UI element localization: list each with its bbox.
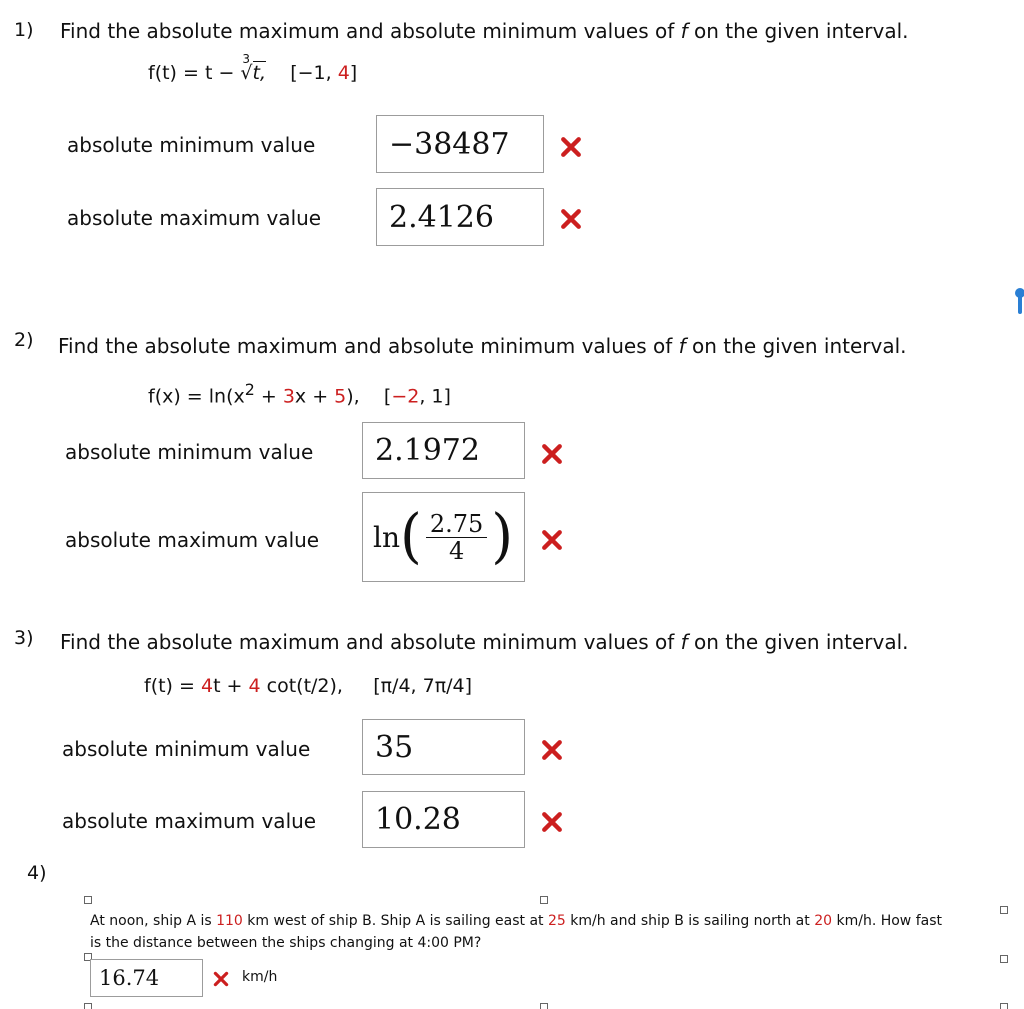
incorrect-x-icon <box>213 971 229 987</box>
interval-value: 4 <box>337 62 350 84</box>
prompt-text-end: on the given interval. <box>687 19 909 43</box>
question-1-number: 1) <box>14 19 34 41</box>
q1-max-label: absolute maximum value <box>67 206 322 230</box>
interval-open: [ <box>383 385 392 408</box>
question-2-prompt <box>58 334 907 358</box>
fraction <box>426 511 487 564</box>
prompt-f: f <box>680 630 688 654</box>
placeholder-box-icon <box>1000 1003 1008 1009</box>
function-part: x + <box>294 385 335 408</box>
interval-open: [−1, <box>290 62 338 84</box>
placeholder-box-icon <box>1000 906 1008 914</box>
incorrect-x-icon <box>541 443 563 465</box>
q2-max-label: absolute maximum value <box>65 528 320 552</box>
speed-b-value: 20 <box>814 913 833 929</box>
prompt-text: Find the absolute maximum and absolute minimum values of <box>60 19 681 43</box>
q4-unit-label: km/h <box>242 969 278 985</box>
incorrect-x-icon <box>541 739 563 761</box>
incorrect-x-icon <box>560 208 582 230</box>
placeholder-box-icon <box>84 896 92 904</box>
prompt-text-end: on the given interval. <box>687 630 909 654</box>
question-2-function <box>148 380 451 407</box>
function-part: f(x) = ln(x <box>148 385 245 408</box>
incorrect-x-icon <box>541 529 563 551</box>
root-index: 3 <box>242 52 251 66</box>
question-4-text-line2: is the distance between the ships changing at 4:00 PM? <box>90 935 482 951</box>
question-4-text-line1 <box>90 913 942 929</box>
text: km west of ship B. Ship A is sailing east at <box>242 913 548 929</box>
q2-max-answer-field[interactable] <box>362 492 525 582</box>
function-part: f(t) = <box>144 675 201 697</box>
incorrect-x-icon <box>560 136 582 158</box>
left-paren: ( <box>400 502 422 571</box>
distance-value: 110 <box>216 913 243 929</box>
text: At noon, ship A is <box>90 913 217 929</box>
function-coefficient: 3 <box>282 385 295 408</box>
prompt-text: Find the absolute maximum and absolute minimum values of <box>60 630 681 654</box>
text: km/h and ship B is sailing north at <box>565 913 815 929</box>
function-part: cot(t/2), <box>260 675 343 697</box>
root-variable: t, <box>252 62 267 84</box>
ln-text: ln <box>373 520 400 554</box>
ln-expression <box>373 502 514 571</box>
question-4-number: 4) <box>27 862 47 884</box>
interval-close: ] <box>349 62 358 84</box>
prompt-text-end: on the given interval. <box>685 334 907 358</box>
fraction-numerator: 2.75 <box>426 511 487 538</box>
prompt-f: f <box>680 19 688 43</box>
interval: [π/4, 7π/4] <box>373 675 473 697</box>
q1-min-answer-field[interactable]: −38487 <box>376 115 544 173</box>
q3-max-answer-field[interactable]: 10.28 <box>362 791 525 848</box>
q3-max-label: absolute maximum value <box>62 809 317 833</box>
fraction-denominator: 4 <box>448 536 465 565</box>
scroll-pin-icon <box>1018 292 1022 314</box>
incorrect-x-icon <box>541 811 563 833</box>
function-lhs: f(t) = t − <box>148 62 241 84</box>
prompt-text: Find the absolute maximum and absolute minimum values of <box>58 334 679 358</box>
q1-max-answer-field[interactable]: 2.4126 <box>376 188 544 246</box>
q4-answer-field[interactable]: 16.74 <box>90 959 203 997</box>
function-constant: 5 <box>334 385 347 408</box>
question-3-number: 3) <box>14 627 34 649</box>
function-coefficient: 4 <box>248 675 261 697</box>
q3-min-label: absolute minimum value <box>62 737 311 761</box>
function-exponent: 2 <box>244 380 255 399</box>
placeholder-box-icon <box>540 1003 548 1009</box>
function-part: + <box>254 385 283 408</box>
question-1-prompt <box>60 19 909 43</box>
q3-min-answer-field[interactable]: 35 <box>362 719 525 775</box>
text: km/h. How fast <box>832 913 943 929</box>
placeholder-box-icon <box>84 1003 92 1009</box>
q1-min-label: absolute minimum value <box>67 133 316 157</box>
q2-min-label: absolute minimum value <box>65 440 314 464</box>
question-2-number: 2) <box>14 329 34 351</box>
speed-a-value: 25 <box>547 913 566 929</box>
function-coefficient: 4 <box>200 675 214 697</box>
prompt-f: f <box>678 334 686 358</box>
question-1-function: f(t) = t − 3 √t, [−1, 4] <box>148 52 358 84</box>
right-paren: ) <box>491 502 514 571</box>
function-part: ), <box>346 385 360 408</box>
placeholder-box-icon <box>1000 955 1008 963</box>
interval-close: , 1] <box>419 385 451 408</box>
interval-value: −2 <box>391 385 420 408</box>
question-3-function <box>144 675 472 697</box>
function-part: t + <box>213 675 249 697</box>
q2-min-answer-field[interactable]: 2.1972 <box>362 422 525 479</box>
question-3-prompt <box>60 630 909 654</box>
placeholder-box-icon <box>540 896 548 904</box>
